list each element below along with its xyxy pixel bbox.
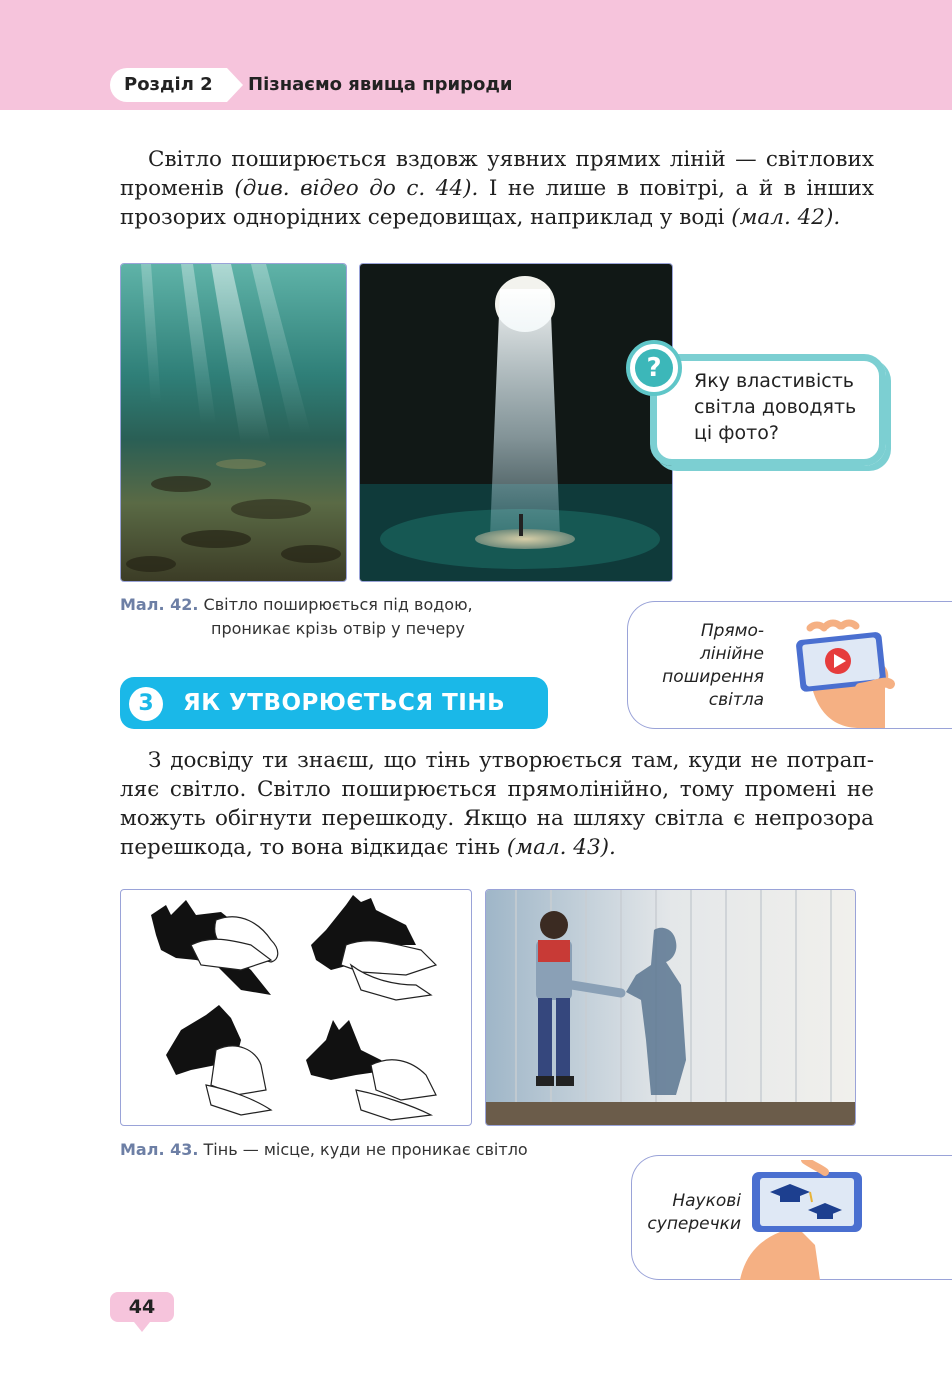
figure-reference: (мал. 42). [731, 205, 841, 230]
video-card-label[interactable]: Наукові суперечки [647, 1191, 741, 1234]
paragraph-text: Світло поширюється вздовж уявних прямих ліній — світлових променів [120, 147, 874, 201]
caption-line: Тінь — місце, куди не проникає світло [203, 1140, 528, 1159]
cave-light-photo [359, 263, 673, 582]
question-icon: ? [626, 340, 682, 396]
paragraph-text: З досвіду ти знаєш, що тінь утворюється там, куди не потрапляє світло. Світло поширюється прямолінійно, тому промені не можуть обігнути перешкоду. Якщо на шляху світла є непрозора перешкода, то вона відкидає тінь [120, 748, 874, 860]
figure-42-caption [120, 593, 473, 616]
child-shadow-photo [485, 889, 856, 1126]
paragraph-light-propagation [120, 145, 874, 232]
paragraph-shadow-formation [120, 746, 874, 862]
chapter-label: Розділ 2 [110, 68, 227, 102]
figure-42-label: Мал. 42. [120, 595, 199, 614]
figure-reference: (мал. 43). [506, 835, 616, 860]
page-number: 44 [110, 1292, 174, 1322]
section-number: 3 [129, 687, 163, 721]
video-reference: (див. відео до с. 44). [234, 176, 479, 201]
question-text: Яку властивість світла доводять ці фото? [694, 370, 857, 444]
figure-43-label: Мал. 43. [120, 1140, 199, 1159]
section-title: ЯК УТВОРЮЄТЬСЯ ТІНЬ [183, 690, 506, 716]
figure-42-caption-line-2: проникає крізь отвір у печеру [211, 619, 465, 638]
figure-43-caption [120, 1138, 528, 1161]
video-card-label[interactable]: Прямо- лінійне поширення світла [662, 621, 764, 710]
caption-line: Світло поширюється під водою, [203, 595, 473, 614]
hand-shadow-puppets-figure [120, 889, 472, 1126]
underwater-photo [120, 263, 347, 582]
phone-play-icon[interactable] [790, 618, 900, 728]
phone-graduation-caps-icon[interactable] [740, 1160, 870, 1280]
paragraph-text: І не лише в повітрі, а й в інших прозорих однорідних середовищах, наприклад у воді [120, 176, 874, 230]
chapter-title: Пізнаємо явища природи [248, 74, 513, 95]
